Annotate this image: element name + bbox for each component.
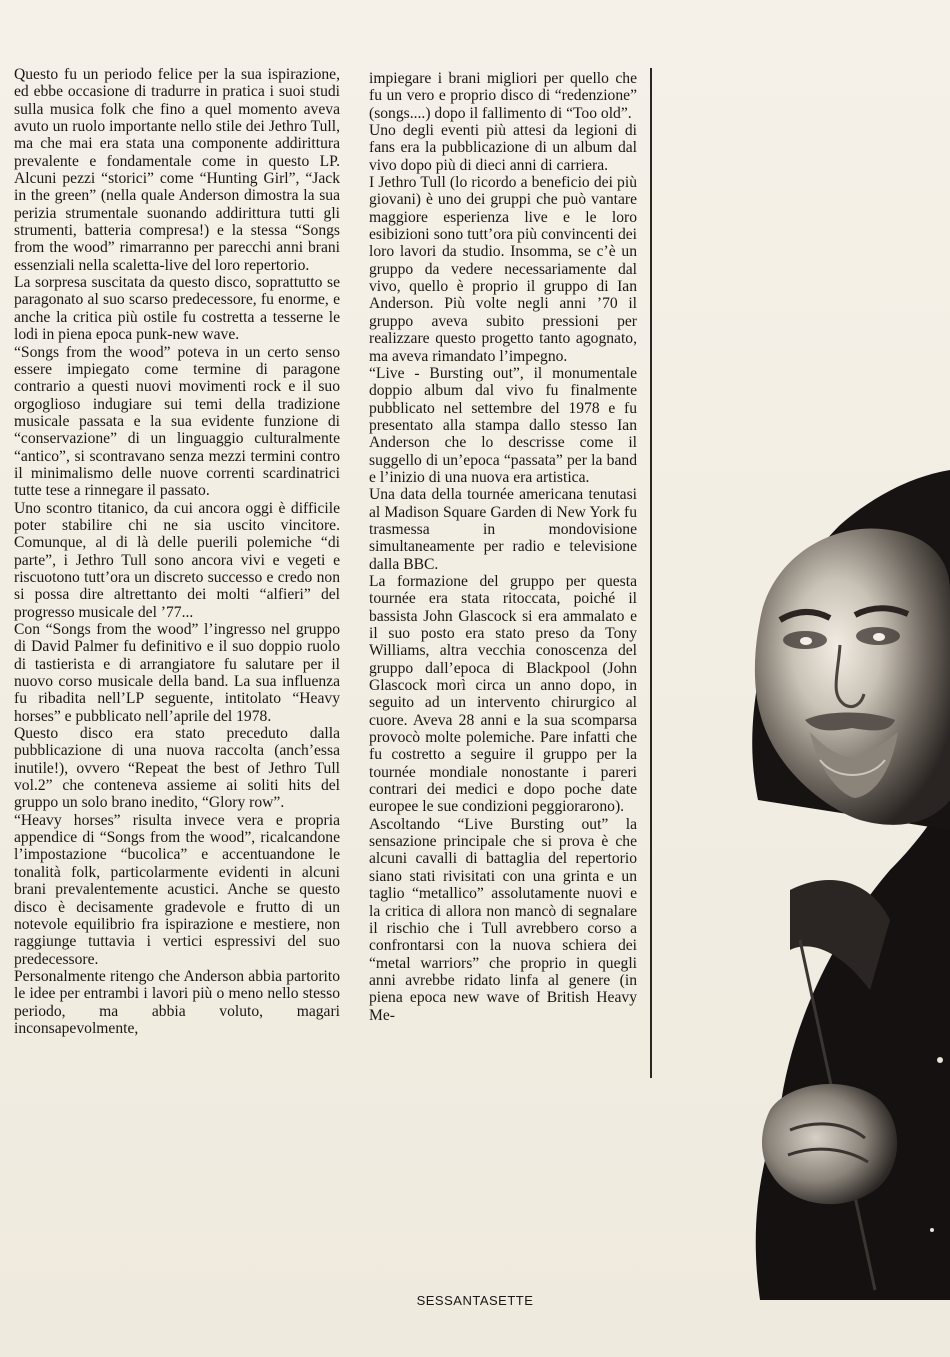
paragraph: Con “Songs from the wood” l’ingresso nel gruppo di David Palmer fu definitivo e il suo doppio ruolo di tastierista e di arrangiatore fu salutare per il nuovo corso musicale della band. La sua influenza fu ribadita nell’LP seguente, intitolato “Heavy horses” e pubblicato nell’aprile del 1978.: [14, 621, 340, 725]
paragraph: Questo fu un periodo felice per la sua ispirazione, ed ebbe occasione di tradurre in pratica i suoi studi sulla musica folk che fino a quel momento aveva avuto un ruolo importante nello stile dei Jethro Tull, ma che mai era stata una componente addirittura prevalente e fondamentale come in questo LP. Alcuni pezzi “storici” come “Hunting Girl”, “Jack in the green” (nella quale Anderson dimostra la sua perizia strumentale suonando addirittura tutti gli strumenti, batteria compresa!) e la stessa “Songs from the wood” rimarranno per parecchi anni brani essenziali nella scaletta-live del loro repertorio.: [14, 66, 340, 274]
page-footer-label: SESSANTASETTE: [416, 1293, 534, 1308]
paragraph: impiegare i brani migliori per quello che fu un vero e proprio disco di “redenzione” (songs....) dopo il fallimento di “Too old”.: [369, 70, 637, 122]
paragraph: “Live - Bursting out”, il monumentale doppio album dal vivo fu finalmente pubblicato nel settembre del 1978 e fu presentato alla stampa dallo stesso Ian Anderson che lo descrisse come il suggello di un’epoca “passata” per la band e l’inizio di una nuova era artistica.: [369, 364, 637, 486]
paragraph: “Heavy horses” risulta invece vera e propria appendice di “Songs from the wood”, ricalcandone l’impostazione “bucolica” e accentuandone le tonalità folk, particolarmente evidenti in alcuni brani prevalentemente acustici. Anche se questo disco è decisamente gradevole e frutto di un notevole equilibrio fra ispirazione e mestiere, non raggiunge tuttavia i vertici espressivi del suo predecessore.: [14, 811, 340, 968]
paragraph: Ascoltando “Live Bursting out” la sensazione principale che si prova è che alcuni cavalli di battaglia del repertorio siano stati rivisitati con una grinta e un taglio “metallico” assolutamente nuovi e la critica di allora non mancò di segnalare il rischio che i Tull avrebbero corso a confrontarsi con la nuova schiera dei “metal warriors” che proprio in quegli anni avrebbe ridato linfa al genere (in piena epoca new wave of British Heavy Me-: [369, 815, 637, 1024]
paragraph: Uno scontro titanico, da cui ancora oggi è difficile poter stabilire chi ne sia uscito vincitore. Comunque, al di là delle puerili polemiche “di parte”, i Jethro Tull sono ancora vivi e vegeti e riscuotono tutt’ora un discreto successo e credo non si possa dire altrettanto dei molti “alfieri” del progresso musicale del ’77...: [14, 499, 340, 621]
portrait-photo: [640, 470, 950, 1300]
article-column-right: [369, 70, 637, 1024]
paragraph: “Songs from the wood” poteva in un certo senso essere impiegato come termine di paragone contrario a questi nuovi movimenti rock e il suo orgoglioso indugiare sui temi della tradizione musicale passata e la sua evidente funzione di “conservazione” di un linguaggio culturalmente “antico”, si scontravano senza mezzi termini contro il minimalismo delle nuove correnti scardinatrici tutte tese a rinnegare il passato.: [14, 343, 340, 500]
paragraph: Una data della tournée americana tenutasi al Madison Square Garden di New York fu trasmessa in mondovisione simultaneamente per radio e televisione dalla BBC.: [369, 486, 637, 573]
bleed-through-title: [720, 60, 890, 480]
paragraph: Uno degli eventi più attesi da legioni di fans era la pubblicazione di un album dal vivo dopo più di dieci anni di carriera.: [369, 122, 637, 174]
paragraph: Personalmente ritengo che Anderson abbia partorito le idee per entrambi i lavori più o meno nello stesso periodo, ma abbia voluto, magari inconsapevolmente,: [14, 967, 340, 1037]
article-column-left: [14, 66, 340, 1037]
paragraph: La sorpresa suscitata da questo disco, soprattutto se paragonato al suo scarso predecessore, fu enorme, e anche la critica più ostile fu costretta a tesserne le lodi in piena epoca punk-new wave.: [14, 274, 340, 344]
bleed-through-text: [657, 76, 717, 496]
paragraph: Questo disco era stato preceduto dalla pubblicazione di una nuova raccolta (anch’essa inutile!), ovvero “Repeat the best of Jethro Tull vol.2” che conteneva assieme ai soliti hits del gruppo un solo brano inedito, “Glory row”.: [14, 725, 340, 812]
paragraph: I Jethro Tull (lo ricordo a beneficio dei più giovani) è uno dei gruppi che può vantare maggiore esperienza live e le loro esibizioni sono tutt’ora più convincenti dei loro lavori da studio. Insomma, se c’è un gruppo da vedere necessariamente dal vivo, quello è proprio il gruppo di Ian Anderson. Più volte negli anni ’70 il gruppo aveva subito pressioni per realizzare questo progetto tanto agognato, ma aveva rimandato l’impegno.: [369, 174, 637, 365]
paragraph: La formazione del gruppo per questa tournée era stata ritoccata, poiché il bassista John Glascock si era ammalato e il suo posto era stato preso da Tony Williams, altra vecchia conoscenza del gruppo dall’epoca di Blackpool (John Glascock morì circa un anno dopo, in seguito ad un intervento chirurgico al cuore. Aveva 28 anni e la sua scomparsa provocò molte polemiche. Pare infatti che fu costretto a seguire il gruppo per la tournée mondiale nonostante i pareri contrari dei medici e dopo poche date europee le sue condizioni peggiorarono).: [369, 572, 637, 816]
